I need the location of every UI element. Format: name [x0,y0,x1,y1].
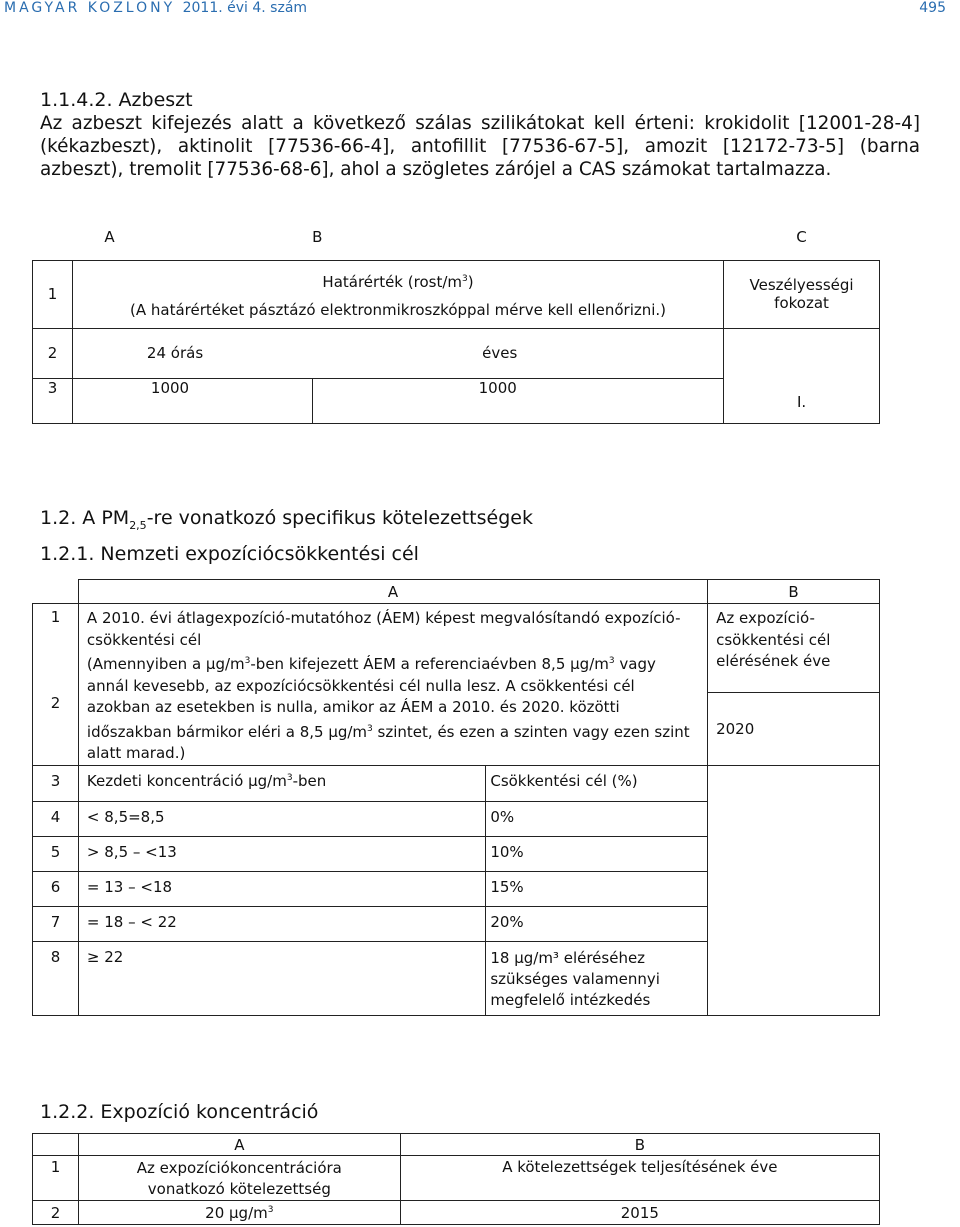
value-annual: 1000 [312,378,723,423]
limit-note: (A határértéket pásztázó elektronmikroszkóppal mérve kell ellenőrizni.) [129,300,667,319]
row-number: 2 [33,1201,79,1225]
row-number: 3 [33,378,73,423]
row-number: 2 [33,692,79,765]
col-header-b: B [312,228,323,247]
asbestos-paragraph: Az azbeszt kifejezés alatt a következő szálas szilikátokat kell érteni: krokidolit [12001-28-4] (kékazbeszt), aktinolit [77536-66-4], antofillit [77536-67-5], amozit [12172-73-5] (barna azbeszt), tremolit [77536-68-6], ahol a szögletes zárójel a CAS számokat tartalmazza. [40,113,920,180]
exposure-concentration-table [32,1133,880,1225]
row-number: 7 [33,906,79,941]
row-number: 1 [33,260,73,328]
conc-value: < 8,5=8,5 [78,801,485,836]
col-header-b: B [708,580,880,604]
limit-title: Határérték $(rost/m^3)$ [322,272,474,291]
conc-value: > 8,5 – <13 [78,836,485,871]
target-text-2: (Amennyiben a $\mu g/m^3$-ben kifejezett ÁEM a referenciaévben 8,5 $\mu g/m^3$ vagy annál kevesebb, az expozíciócsökkentési cél nulla lesz. A csökkentési cél azokban az esetekben is nulla, amikor az ÁEM a 2010. és 2020. közötti időszakban bármikor eléri a 8,5 $\mu g/m^3$ szintet, és ezen a szinten vagy ezen szint alatt marad.) [86,655,690,762]
col-header-a: A [78,580,707,604]
target-value: 0% [486,801,708,836]
asbestos-limit-table [32,215,880,424]
row-number: 1 [33,1156,79,1201]
target-value: 20% [486,906,708,941]
fulfillment-year-label: A kötelezettségek teljesítésének éve [400,1156,879,1201]
target-year-label: Az expozíció-csökkentési cél elérésének éve [708,604,880,693]
hazard-label-2: fokozat [774,294,829,312]
hazard-label-1: Veszélyességi [749,276,854,294]
target-header: Csökkentési cél (%) [486,765,708,801]
row-number: 4 [33,801,79,836]
target-year: 2020 [708,692,880,765]
col-annual: éves [312,328,723,378]
col-24h: 24 órás [72,328,312,378]
target-value: 15% [486,871,708,906]
target-text-1: A 2010. évi átlagexpozíció-mutatóhoz (ÁEM) képest megvalósítandó expozíció-csökkentési cél [86,609,681,649]
section-title-pm: 1.2. A $PM_{2,5}-re$ vonatkozó specifikus kötelezettségek [40,507,533,532]
section-title-asbestos: 1.1.4.2. Azbeszt [40,89,193,111]
hazard-value: I. [724,328,880,423]
section-subtitle-target: 1.2.1. Nemzeti expozíciócsökkentési cél [40,543,419,565]
row-number: 1 [33,604,79,693]
row-number: 3 [33,765,79,801]
col-header-c: C [796,228,807,247]
journal-issue: 2011. évi 4. szám [182,0,308,16]
section-title-exposure: 1.2.2. Expozíció koncentráció [40,1101,319,1123]
row-number: 5 [33,836,79,871]
conc-value: = 18 – < 22 [78,906,485,941]
journal-title: MAGYAR KÖZLÖNY [4,0,176,16]
exposure-reduction-table [32,579,880,1016]
conc-value: ≥ 22 [78,941,485,1015]
row-number: 2 [33,328,73,378]
target-value: 10% [486,836,708,871]
page-number: 495 [919,0,946,16]
fulfillment-year: 2015 [400,1201,879,1225]
limit-header-cell [72,260,723,328]
hazard-header-cell [724,260,880,328]
journal-header [4,0,307,16]
target-description [78,604,707,766]
conc-value: = 13 – <18 [78,871,485,906]
col-header-a: A [104,228,115,247]
obligation-label: Az expozíciókoncentrációra vonatkozó kötelezettség [78,1156,400,1201]
target-value: 18 µg/m³ eléréséhez szükséges valamennyi megfelelő intézkedés [486,941,708,1015]
row-number: 8 [33,941,79,1015]
row-number: 6 [33,871,79,906]
conc-header: Kezdeti koncentráció $\mu g/m^3$-ben [78,765,485,801]
col-header-b: B [400,1134,879,1156]
obligation-value: 20 $\mu g/m^3$ [78,1201,400,1225]
value-24h: 1000 [72,378,312,423]
col-header-a: A [78,1134,400,1156]
